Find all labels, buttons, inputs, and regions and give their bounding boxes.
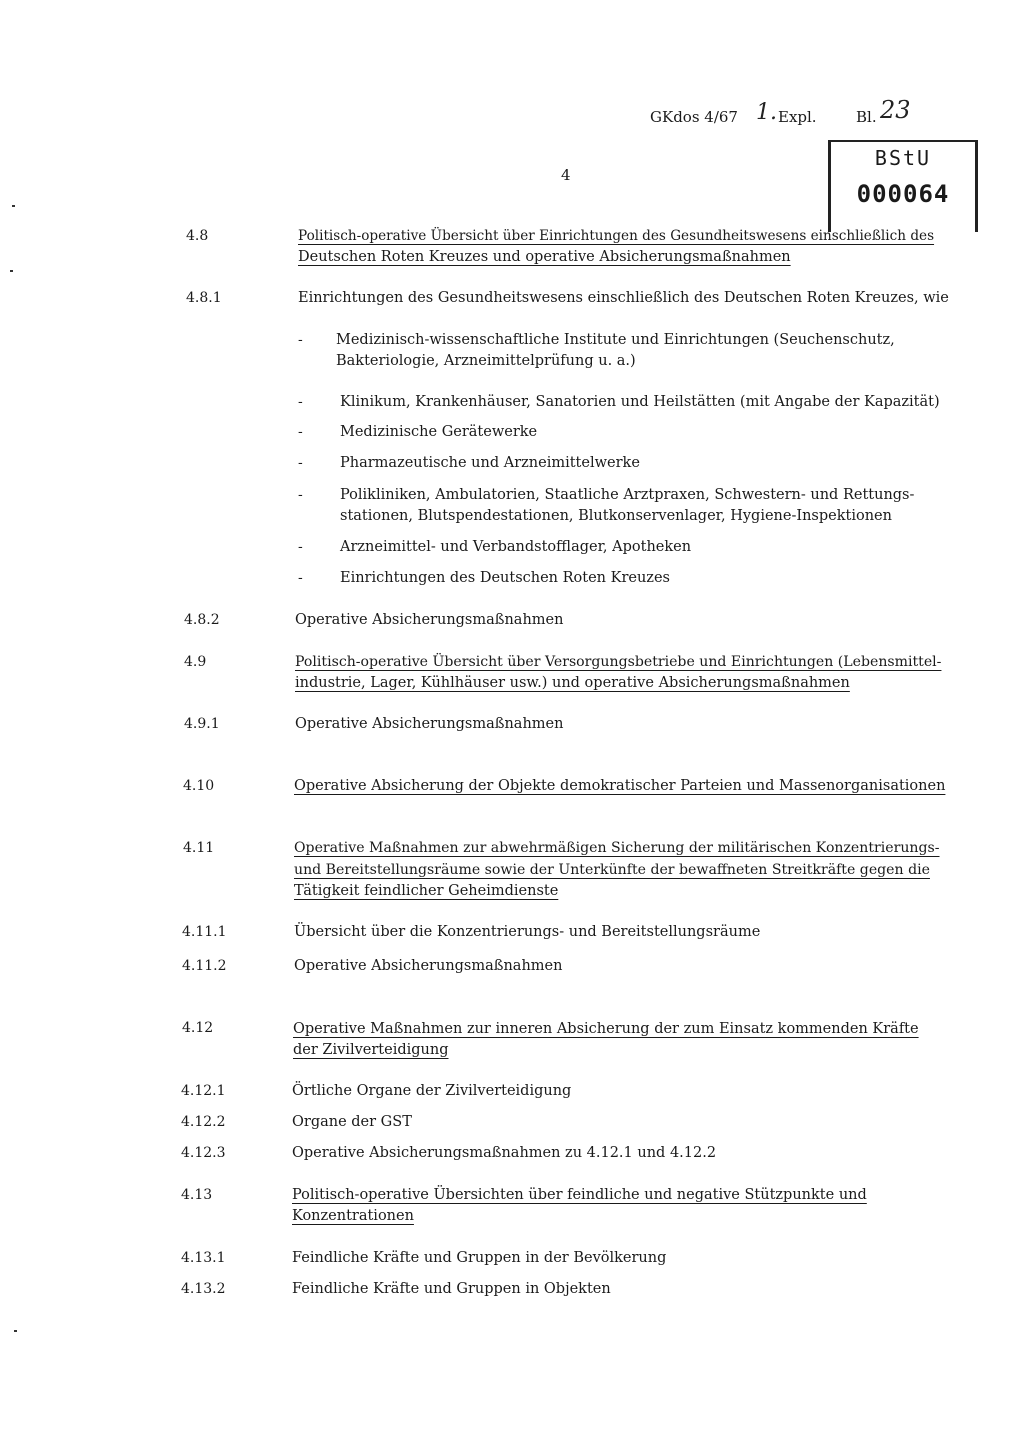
scan-mark: [14, 1330, 17, 1332]
section-heading: Operative Maßnahmen zur inneren Absicherung der zum Einsatz kommenden Kräfte: [293, 1021, 919, 1037]
scan-mark: [10, 270, 13, 272]
section-number: 4.12: [182, 1020, 214, 1036]
section-heading: Operative Maßnahmen zur abwehrmäßigen Sicherung der militärischen Konzentrierungs-: [294, 840, 940, 856]
section-number: 4.13.2: [181, 1281, 226, 1297]
section-number: 4.12.2: [181, 1114, 226, 1130]
section-text: Operative Absicherungsmaßnahmen: [294, 958, 563, 974]
bullet-text: Einrichtungen des Deutschen Roten Kreuzes: [340, 570, 670, 586]
section-number: 4.13: [181, 1187, 213, 1203]
bullet-dash: -: [298, 487, 303, 503]
section-text: Örtliche Organe der Zivilverteidigung: [292, 1083, 572, 1099]
sheet-number-handwritten: 23: [880, 96, 911, 124]
bullet-dash: -: [298, 394, 303, 410]
stamp-number: 000064: [856, 180, 950, 208]
section-heading: Konzentrationen: [292, 1208, 414, 1224]
section-number: 4.8: [186, 228, 209, 244]
section-text: Einrichtungen des Gesundheitswesens einschließlich des Deutschen Roten Kreuzes, wie: [298, 290, 949, 306]
section-heading: Operative Absicherung der Objekte demokratischer Parteien und Massenorganisationen: [294, 778, 946, 794]
bullet-dash: -: [298, 455, 303, 471]
section-number: 4.9.1: [184, 716, 220, 732]
section-number: 4.11.2: [182, 958, 227, 974]
section-number: 4.11: [183, 840, 215, 856]
bullet-text: Polikliniken, Ambulatorien, Staatliche Arztpraxen, Schwestern- und Rettungs-: [340, 487, 915, 503]
bullet-dash: -: [298, 539, 303, 555]
page-number: 4: [561, 166, 571, 184]
section-heading: und Bereitstellungsräume sowie der Unterkünfte der bewaffneten Streitkräfte gegen die: [294, 862, 930, 878]
archive-stamp: [828, 140, 978, 232]
section-number: 4.12.3: [181, 1145, 226, 1161]
section-number: 4.8.2: [184, 612, 220, 628]
section-heading: Deutschen Roten Kreuzes und operative Absicherungsmaßnahmen: [298, 249, 791, 265]
section-number: 4.11.1: [182, 924, 227, 940]
section-text: Feindliche Kräfte und Gruppen in Objekten: [292, 1281, 611, 1297]
bullet-text: stationen, Blutspendestationen, Blutkonservenlager, Hygiene-Inspektionen: [340, 508, 892, 524]
section-heading: Politisch-operative Übersicht über Einrichtungen des Gesundheitswesens einschließlich des: [298, 228, 935, 244]
section-heading: industrie, Lager, Kühlhäuser usw.) und operative Absicherungsmaßnahmen: [295, 675, 850, 691]
section-text: Feindliche Kräfte und Gruppen in der Bevölkerung: [292, 1250, 667, 1266]
doc-reference: GKdos 4/67: [650, 108, 738, 126]
bullet-text: Klinikum, Krankenhäuser, Sanatorien und Heilstätten (mit Angabe der Kapazität): [340, 394, 940, 410]
section-text: Übersicht über die Konzentrierungs- und Bereitstellungsräume: [294, 924, 761, 940]
section-text: Operative Absicherungsmaßnahmen: [295, 716, 564, 732]
copy-label: Expl.: [778, 108, 817, 126]
section-heading: Politisch-operative Übersicht über Versorgungsbetriebe und Einrichtungen (Lebensmittel-: [295, 654, 942, 670]
section-number: 4.10: [183, 778, 215, 794]
section-number: 4.9: [184, 654, 207, 670]
section-heading: Politisch-operative Übersichten über feindliche und negative Stützpunkte und: [292, 1187, 867, 1203]
section-number: 4.13.1: [181, 1250, 226, 1266]
section-heading: der Zivilverteidigung: [293, 1042, 449, 1058]
bullet-text: Arzneimittel- und Verbandstofflager, Apotheken: [340, 539, 692, 555]
scan-mark: [12, 205, 15, 207]
section-text: Operative Absicherungsmaßnahmen: [295, 612, 564, 628]
section-number: 4.8.1: [186, 290, 222, 306]
bullet-dash: -: [298, 424, 303, 440]
bullet-text: Medizinisch-wissenschaftliche Institute und Einrichtungen (Seuchenschutz,: [336, 332, 895, 348]
copy-number-handwritten: 1.: [756, 100, 777, 125]
section-heading: Tätigkeit feindlicher Geheimdienste: [294, 883, 559, 899]
stamp-agency: BStU: [874, 146, 932, 170]
bullet-text: Medizinische Gerätewerke: [340, 424, 538, 440]
bullet-text: Bakteriologie, Arzneimittelprüfung u. a.): [336, 353, 636, 369]
sheet-label: Bl.: [856, 108, 877, 126]
bullet-dash: -: [298, 570, 303, 586]
section-number: 4.12.1: [181, 1083, 226, 1099]
bullet-dash: -: [298, 332, 303, 348]
section-text: Organe der GST: [292, 1114, 412, 1130]
section-text: Operative Absicherungsmaßnahmen zu 4.12.1 und 4.12.2: [292, 1145, 717, 1161]
bullet-text: Pharmazeutische und Arzneimittelwerke: [340, 455, 640, 471]
